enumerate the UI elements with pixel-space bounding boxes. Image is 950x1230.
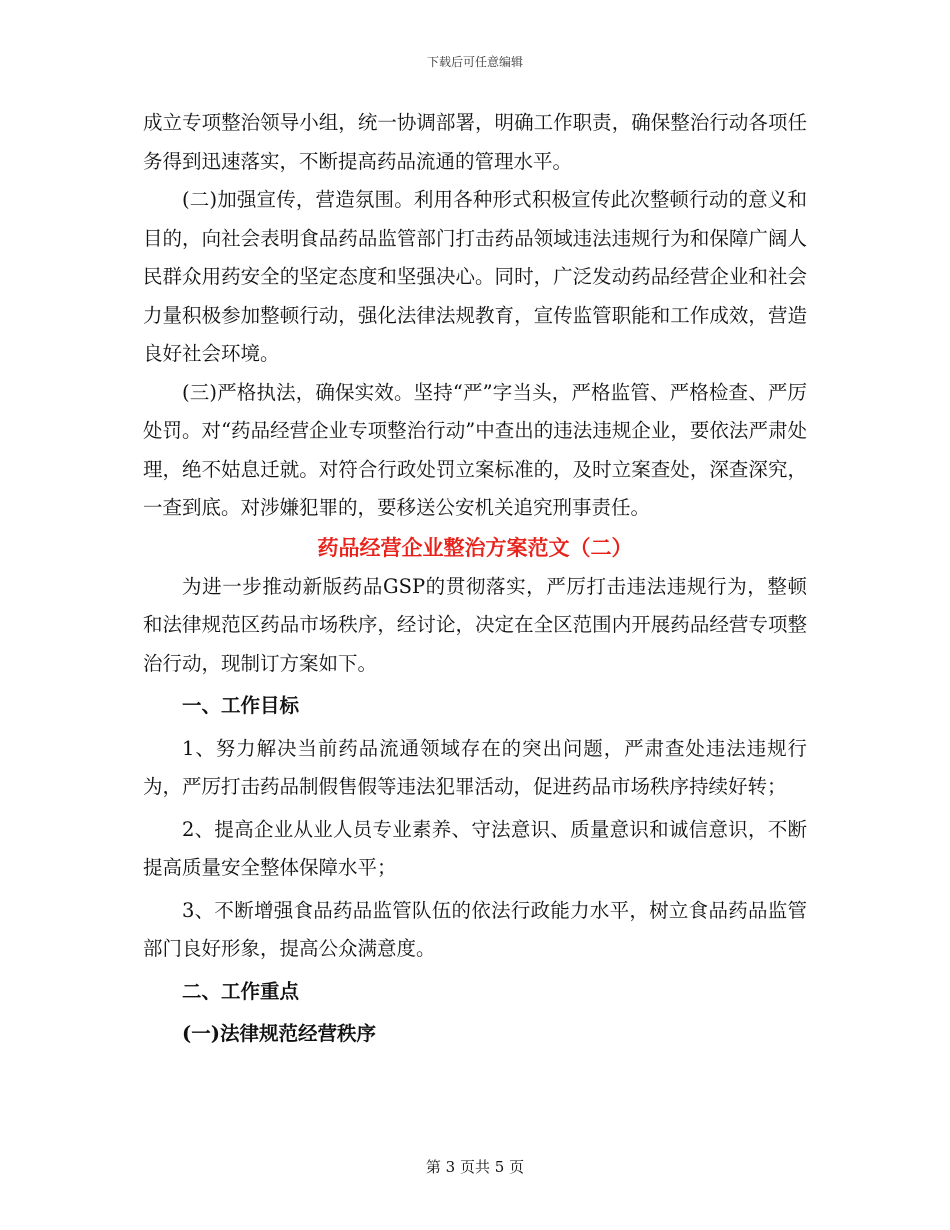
heading-work-goals: 一、工作目标	[182, 694, 300, 717]
paragraph-goal-1: 1、努力解决当前药品流通领域存在的突出问题，严肃查处违法违规行为，严厉打击药品制假售假等违法犯罪活动，促进药品市场秩序持续好转；	[143, 736, 807, 798]
page-footer: 第 3 页共 5 页	[425, 1158, 525, 1176]
paragraph-intro: 为进一步推动新版药品GSP的贯彻落实，严厉打击违法违规行为，整顿和法律规范区药品市场秩序，经讨论，决定在全区范围内开展药品经营专项整治行动，现制订方案如下。	[143, 574, 807, 675]
paragraph-publicity: (二)加强宣传，营造氛围。利用各种形式积极宣传此次整顿行动的意义和目的，向社会表明食品药品监管部门打击药品领域违法违规行为和保障广阔人民群众用药安全的坚定态度和坚强决心。同时，广泛发动药品经营企业和社会力量积极参加整顿行动，强化法律法规教育，宣传监管职能和工作成效，营造良好社会环境。	[143, 188, 807, 365]
heading-work-focus: 二、工作重点	[182, 979, 300, 1003]
page-header: 下载后可任意编辑	[426, 55, 523, 69]
paragraph-goal-2: 2、提高企业从业人员专业素养、守法意识、质量意识和诚信意识，不断提高质量安全整体保障水平；	[143, 817, 807, 879]
paragraph-enforcement: (三)严格执法，确保实效。坚持“严”字当头，严格监管、严格检查、严厉处罚。对“药品经营企业专项整治行动”中查出的违法违规企业，要依法严肃处理，绝不姑息迁就。对符合行政处罚立案标准的，及时立案查处，深查深究，一查到底。对涉嫌犯罪的，要移送公安机关追究刑事责任。	[143, 380, 807, 519]
heading-regulate-order: (一)法律规范经营秩序	[182, 1022, 376, 1045]
paragraph-continuation: 成立专项整治领导小组，统一协调部署，明确工作职责，确保整治行动各项任务得到迅速落实，不断提高药品流通的管理水平。	[143, 111, 807, 173]
document-body	[143, 104, 807, 1054]
section-title: 药品经营企业整治方案范文（二）	[317, 534, 633, 560]
paragraph-goal-3: 3、不断增强食品药品监管队伍的依法行政能力水平，树立食品药品监管部门良好形象，提高公众满意度。	[143, 898, 807, 960]
